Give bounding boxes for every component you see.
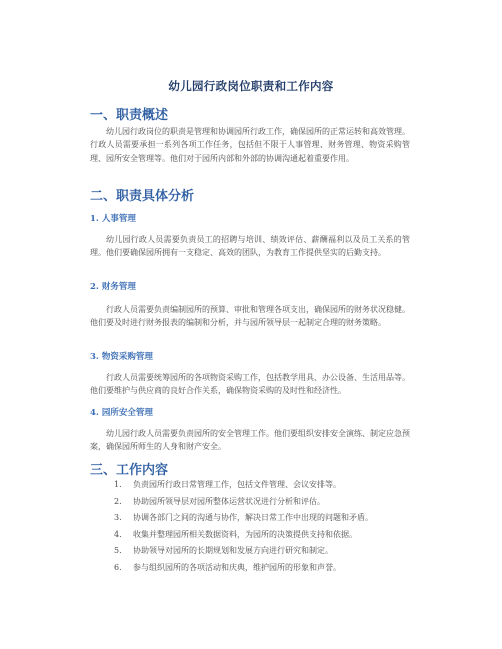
list-item-text: 协助领导对园所的长期规划和发展方向进行研究和制定。 (133, 546, 333, 556)
list-item-text: 参与组织园所的各项活动和庆典，维护园所的形象和声誉。 (133, 562, 341, 572)
subsection-heading-safety: 4. 园所安全管理 (90, 408, 153, 418)
list-item-number: 3. (114, 513, 122, 523)
hr-paragraph: 幼儿园行政人员需要负责员工的招聘与培训、绩效评估、薪酬福利以及员工关系的管理。他们要确保园所拥有一支稳定、高效的团队，为教育工作提供坚实的后勤支持。 (90, 235, 410, 258)
list-item-number: 1. (114, 480, 122, 489)
overview-paragraph: 幼儿园行政岗位的职责是管理和协调园所行政工作，确保园所的正常运转和高效管理。行政人员需要承担一系列各项工作任务，包括但不限于人事管理、财务管理、物资采购管理、园所安全管理等。他们对于园所内部和外部的协调沟通起着重要作用。 (90, 127, 410, 163)
list-item-number: 6. (114, 562, 122, 572)
section-heading-work-content: 三、工作内容 (90, 463, 169, 478)
subsection-heading-procurement: 3. 物资采购管理 (90, 352, 153, 362)
list-item (90, 527, 420, 544)
section-heading-overview: 一、职责概述 (90, 108, 169, 123)
list-item (90, 494, 420, 511)
list-item (90, 543, 420, 560)
procurement-paragraph: 行政人员需要统筹园所的各项物资采购工作，包括教学用具、办公设备、生活用品等。他们要维护与供应商的良好合作关系，确保物资采购的及时性和经济性。 (90, 373, 410, 396)
list-item-number: 5. (114, 546, 122, 556)
list-item-text: 负责园所行政日常管理工作，包括文件管理、会议安排等。 (133, 480, 341, 489)
subsection-heading-finance: 2. 财务管理 (90, 282, 136, 292)
list-item-text: 协调各部门之间的沟通与协作，解决日常工作中出现的问题和矛盾。 (133, 513, 373, 523)
document-title: 幼儿园行政岗位职责和工作内容 (168, 79, 334, 93)
list-item-number: 2. (114, 496, 122, 506)
list-item-text: 协助园所领导层对园所整体运营状况进行分析和评估。 (133, 496, 325, 506)
safety-paragraph: 幼儿园行政人员需要负责园所的安全管理工作。他们要组织安排安全演练、制定应急预案，确保园所师生的人身和财产安全。 (90, 429, 410, 452)
subsection-heading-hr: 1. 人事管理 (90, 214, 136, 224)
list-item-text: 收集并整理园所相关数据资料，为园所的决策提供支持和依据。 (133, 529, 357, 539)
list-item (90, 560, 420, 577)
section-heading-analysis: 二、职责具体分析 (90, 189, 195, 204)
list-item-number: 4. (114, 529, 122, 539)
list-item (90, 510, 420, 527)
finance-paragraph: 行政人员需要负责编制园所的预算、审批和管理各项支出，确保园所的财务状况稳健。他们要及时进行财务报表的编制和分析，并与园所领导层一起制定合理的财务策略。 (90, 305, 410, 328)
list-item (90, 477, 420, 494)
work-content-list (90, 477, 420, 577)
